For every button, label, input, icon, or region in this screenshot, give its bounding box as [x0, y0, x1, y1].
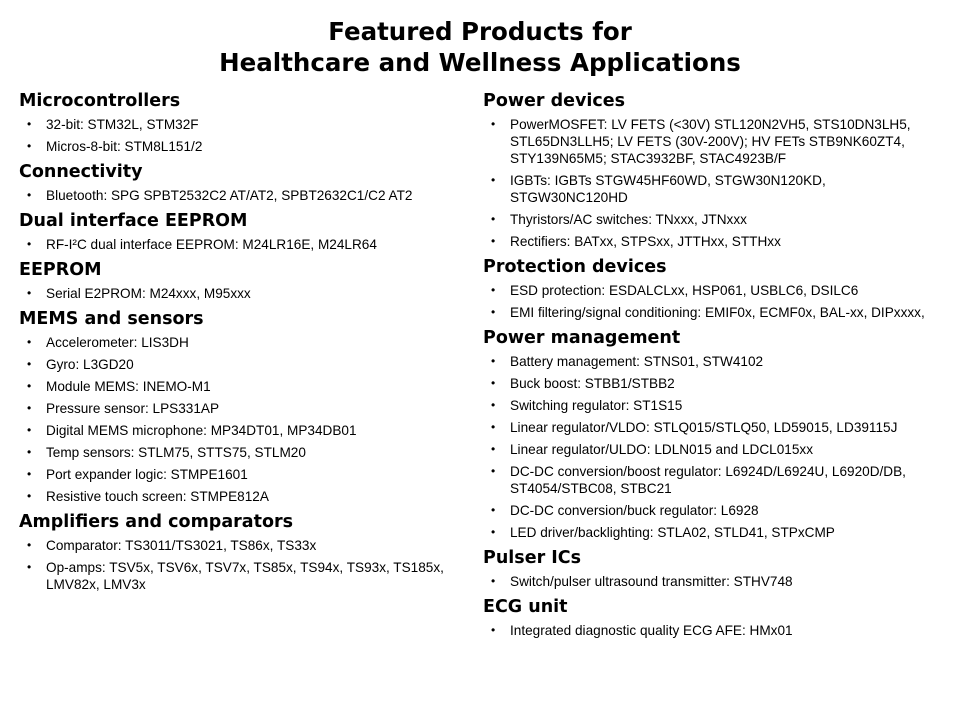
list-item: • Integrated diagnostic quality ECG AFE: HMx01	[483, 622, 935, 639]
section-protection-devices	[483, 256, 935, 321]
list-item: • Accelerometer: LIS3DH	[19, 334, 461, 351]
list-item: • Comparator: TS3011/TS3021, TS86x, TS33x	[19, 537, 461, 554]
bullet-list	[19, 285, 461, 302]
list-item: • PowerMOSFET: LV FETS (<30V) STL120N2VH5, STS10DN3LH5, STL65DN3LLH5; LV FETS (30V-200V); HV FETs STB9NK60ZT4, STY139N65M5; STAC3932BF, STAC4923B/F	[483, 116, 935, 167]
bullet-list	[19, 334, 461, 505]
list-item: • DC-DC conversion/buck regulator: L6928	[483, 502, 935, 519]
section-heading: Microcontrollers	[19, 91, 181, 111]
list-item: • Temp sensors: STLM75, STTS75, STLM20	[19, 444, 461, 461]
bullet-list	[483, 353, 935, 541]
list-item: • Switch/pulser ultrasound transmitter: STHV748	[483, 573, 935, 590]
section-heading: Pulser ICs	[483, 548, 582, 568]
section-power-devices	[483, 90, 935, 250]
section-eeprom	[19, 259, 461, 302]
bullet-list	[19, 537, 461, 593]
bullet-list	[483, 116, 935, 250]
list-item: • Module MEMS: INEMO-M1	[19, 378, 461, 395]
list-item: • EMI filtering/signal conditioning: EMIF0x, ECMF0x, BAL-xx, DIPxxxx,	[483, 304, 935, 321]
list-item: • ESD protection: ESDALCLxx, HSP061, USBLC6, DSILC6	[483, 282, 935, 299]
section-dual-interface-eeprom	[19, 210, 461, 253]
list-item: • Switching regulator: ST1S15	[483, 397, 935, 414]
list-item: • DC-DC conversion/boost regulator: L6924D/L6924U, L6920D/DB, ST4054/STBC08, STBC21	[483, 463, 935, 497]
list-item: • Pressure sensor: LPS331AP	[19, 400, 461, 417]
list-item: • Micros-8-bit: STM8L151/2	[19, 138, 461, 155]
right-column	[483, 90, 935, 645]
bullet-list	[19, 187, 461, 204]
bullet-list	[483, 573, 935, 590]
section-ecg-unit	[483, 596, 935, 639]
section-microcontrollers	[19, 90, 461, 155]
list-item: • Bluetooth: SPG SPBT2532C2 AT/AT2, SPBT2632C1/C2 AT2	[19, 187, 461, 204]
section-heading: MEMS and sensors	[19, 309, 204, 329]
section-connectivity	[19, 161, 461, 204]
section-heading: Amplifiers and comparators	[19, 512, 294, 532]
section-heading: Dual interface EEPROM	[19, 211, 248, 231]
list-item: • Linear regulator/ULDO: LDLN015 and LDCL015xx	[483, 441, 935, 458]
section-heading: ECG unit	[483, 597, 568, 617]
section-amplifiers-and-comparators	[19, 511, 461, 593]
section-heading: EEPROM	[19, 260, 102, 280]
bullet-list	[483, 282, 935, 321]
list-item: • Linear regulator/VLDO: STLQ015/STLQ50, LD59015, LD39115J	[483, 419, 935, 436]
list-item: • Battery management: STNS01, STW4102	[483, 353, 935, 370]
section-heading: Connectivity	[19, 162, 143, 182]
list-item: • Resistive touch screen: STMPE812A	[19, 488, 461, 505]
list-item: • 32-bit: STM32L, STM32F	[19, 116, 461, 133]
bullet-list	[483, 622, 935, 639]
list-item: • LED driver/backlighting: STLA02, STLD41, STPxCMP	[483, 524, 935, 541]
list-item: • Gyro: L3GD20	[19, 356, 461, 373]
list-item: • Thyristors/AC switches: TNxxx, JTNxxx	[483, 211, 935, 228]
section-pulser-ics	[483, 547, 935, 590]
slide-title	[0, 16, 960, 78]
list-item: • IGBTs: IGBTs STGW45HF60WD, STGW30N120KD, STGW30NC120HD	[483, 172, 935, 206]
bullet-list	[19, 116, 461, 155]
section-heading: Power devices	[483, 91, 626, 111]
list-item: • Buck boost: STBB1/STBB2	[483, 375, 935, 392]
list-item: • RF-I²C dual interface EEPROM: M24LR16E, M24LR64	[19, 236, 461, 253]
left-column	[19, 90, 461, 599]
section-heading: Power management	[483, 328, 681, 348]
bullet-list	[19, 236, 461, 253]
list-item: • Digital MEMS microphone: MP34DT01, MP34DB01	[19, 422, 461, 439]
list-item: • Op-amps: TSV5x, TSV6x, TSV7x, TS85x, TS94x, TS93x, TS185x, LMV82x, LMV3x	[19, 559, 461, 593]
title-line-2: Healthcare and Wellness Applications	[219, 48, 741, 77]
list-item: • Serial E2PROM: M24xxx, M95xxx	[19, 285, 461, 302]
section-power-management	[483, 327, 935, 541]
title-line-1: Featured Products for	[328, 17, 632, 46]
list-item: • Rectifiers: BATxx, STPSxx, JTTHxx, STTHxx	[483, 233, 935, 250]
section-heading: Protection devices	[483, 257, 667, 277]
section-mems-and-sensors	[19, 308, 461, 505]
list-item: • Port expander logic: STMPE1601	[19, 466, 461, 483]
